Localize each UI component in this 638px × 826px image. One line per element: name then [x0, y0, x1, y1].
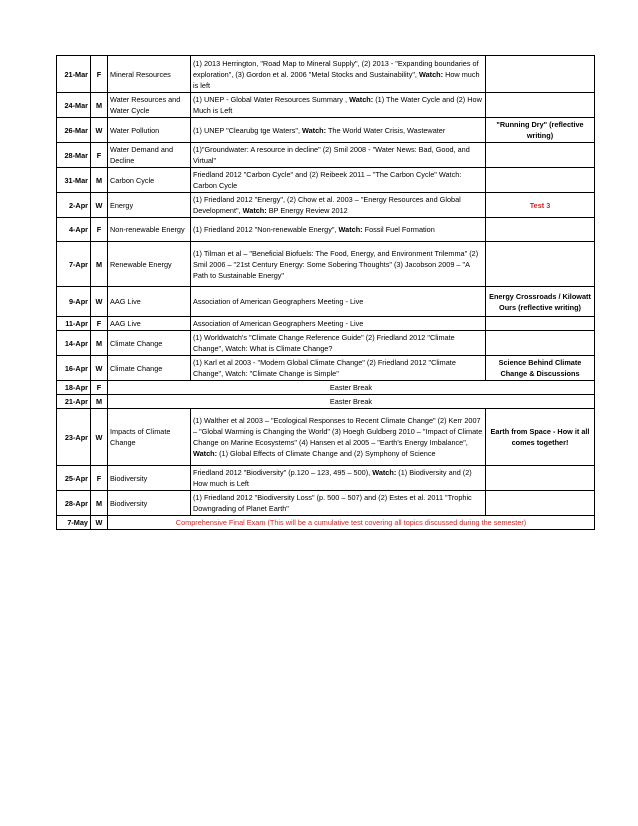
note-cell — [486, 56, 595, 93]
span-cell: Easter Break — [108, 395, 595, 409]
schedule-row — [57, 516, 595, 530]
day-cell: F — [91, 56, 108, 93]
reading-cell — [191, 331, 486, 356]
reading-cell — [191, 356, 486, 381]
day-cell: W — [91, 356, 108, 381]
day-cell: M — [91, 93, 108, 118]
topic-cell: Non-renewable Energy — [108, 218, 191, 242]
date-cell: 24-Mar — [57, 93, 91, 118]
reading-text: How much is left — [193, 69, 480, 90]
date-cell: 23-Apr — [57, 409, 91, 466]
schedule-row — [57, 242, 595, 287]
day-cell: M — [91, 331, 108, 356]
day-cell: W — [91, 409, 108, 466]
note-cell: Test 3 — [486, 193, 595, 218]
day-cell: M — [91, 395, 108, 409]
day-cell: F — [91, 143, 108, 168]
schedule-row — [57, 168, 595, 193]
date-cell: 4-Apr — [57, 218, 91, 242]
reading-text: (1) Worldwatch's "Climate Change Reference Guide" (2) Friedland 2012 "Climate Change", Watch: What is Climate Change? — [193, 333, 455, 353]
reading-text: Friedland 2012 "Carbon Cycle" and (2) Reibeek 2011 – "The Carbon Cycle" Watch: Carbon Cycle — [193, 170, 462, 190]
reading-text: The World Water Crisis, Wastewater — [326, 125, 446, 135]
date-cell: 7-May — [57, 516, 91, 530]
schedule-row — [57, 331, 595, 356]
note-cell — [486, 168, 595, 193]
topic-cell: Mineral Resources — [108, 56, 191, 93]
schedule-row — [57, 491, 595, 516]
watch-label: Watch: — [193, 449, 218, 458]
schedule-row — [57, 356, 595, 381]
reading-cell — [191, 56, 486, 93]
schedule-row — [57, 317, 595, 331]
schedule-row — [57, 118, 595, 143]
date-cell: 31-Mar — [57, 168, 91, 193]
topic-cell: Water Demand and Decline — [108, 143, 191, 168]
watch-label: Watch: — [302, 125, 327, 135]
day-cell: F — [91, 381, 108, 395]
note-cell — [486, 218, 595, 242]
reading-cell — [191, 409, 486, 466]
date-cell: 28-Mar — [57, 143, 91, 168]
note-cell: Science Behind Climate Change & Discussions — [486, 356, 595, 381]
topic-cell: AAG Live — [108, 287, 191, 317]
watch-label: Watch: — [372, 468, 397, 477]
reading-cell — [191, 168, 486, 193]
reading-text: (1) Tilman et al – "Beneficial Biofuels: The Food, Energy, and Environment Trilemma" (2) Smil 2006 – "21st Century Energy: Some Sobering Thoughts" (3) Jacobson 2009 – "A Path to Sustainable Energy" — [193, 248, 479, 280]
watch-label: Watch: — [242, 206, 267, 215]
day-cell: F — [91, 317, 108, 331]
note-cell — [486, 93, 595, 118]
reading-text: (1) Friedland 2012 "Biodiversity Loss" (p. 500 – 507) and (2) Estes et al. 2011 "Trophic Downgrading of Planet Earth" — [193, 493, 472, 513]
day-cell: F — [91, 218, 108, 242]
reading-text: (1) UNEP - Global Water Resources Summary , — [193, 95, 350, 104]
schedule-row — [57, 395, 595, 409]
reading-text: (1) Friedland 2012 "Energy", (2) Chow et al. 2003 – "Energy Resources and Global Development", — [193, 195, 461, 215]
day-cell: W — [91, 516, 108, 530]
topic-cell: Carbon Cycle — [108, 168, 191, 193]
topic-cell: Biodiversity — [108, 466, 191, 491]
date-cell: 28-Apr — [57, 491, 91, 516]
reading-cell — [191, 317, 486, 331]
span-cell: Easter Break — [108, 381, 595, 395]
reading-text: (1) Friedland 2012 "Non-renewable Energy", — [193, 225, 339, 234]
reading-text: Association of American Geographers Meeting - Live — [193, 319, 364, 328]
date-cell: 21-Apr — [57, 395, 91, 409]
schedule-row — [57, 193, 595, 218]
reading-cell — [191, 193, 486, 218]
note-cell: Energy Crossroads / Kilowatt Ours (reflective writing) — [486, 287, 595, 317]
watch-label: Watch: — [338, 225, 363, 234]
date-cell: 16-Apr — [57, 356, 91, 381]
date-cell: 18-Apr — [57, 381, 91, 395]
schedule-row — [57, 466, 595, 491]
date-cell: 7-Apr — [57, 242, 91, 287]
day-cell: W — [91, 193, 108, 218]
reading-cell — [191, 93, 486, 118]
reading-text: (1) Walther et al 2003 – "Ecological Responses to Recent Climate Change" (2) Kerr 2007 – "Global Warming is Changing the World" (3) Hoegh Guldberg 2010 – "Impact of Climate Change on Marine Ecosystems" (4) Hansen et al 2005 – "Earth's Energy Imbalance", — [193, 416, 483, 447]
day-cell: M — [91, 491, 108, 516]
day-cell: W — [91, 287, 108, 317]
topic-cell: Energy — [108, 193, 191, 218]
schedule-row — [57, 409, 595, 466]
day-cell: W — [91, 118, 108, 143]
schedule-row — [57, 218, 595, 242]
course-schedule-table — [56, 55, 595, 530]
day-cell: M — [91, 168, 108, 193]
reading-cell — [191, 218, 486, 242]
reading-text: (1) The Water Cycle and (2) How Much is Left — [193, 95, 482, 115]
schedule-row — [57, 93, 595, 118]
reading-text: Friedland 2012 "Biodiversity" (p.120 – 123, 495 – 500), — [193, 468, 373, 477]
date-cell: 21-Mar — [57, 56, 91, 93]
date-cell: 25-Apr — [57, 466, 91, 491]
reading-text: (1) UNEP "Clearubg tge Waters", — [193, 125, 302, 135]
note-cell — [486, 242, 595, 287]
date-cell: 9-Apr — [57, 287, 91, 317]
date-cell: 14-Apr — [57, 331, 91, 356]
reading-cell — [191, 118, 486, 143]
note-cell — [486, 466, 595, 491]
schedule-row — [57, 143, 595, 168]
day-cell: M — [91, 242, 108, 287]
topic-cell: Impacts of Climate Change — [108, 409, 191, 466]
reading-cell — [191, 242, 486, 287]
watch-label: Watch: — [349, 95, 374, 104]
reading-text: BP Energy Review 2012 — [266, 206, 348, 215]
day-cell: F — [91, 466, 108, 491]
date-cell: 26-Mar — [57, 118, 91, 143]
reading-text: (1) 2013 Herrington, "Road Map to Mineral Supply", (2) 2013 - "Expanding boundaries of exploration", (3) Gordon et al. 2006 "Metal Stocks and Sustainability", — [193, 58, 479, 79]
schedule-row — [57, 56, 595, 93]
reading-text: (1) Global Effects of Climate Change and (2) Symphony of Science — [217, 449, 436, 458]
topic-cell: Renewable Energy — [108, 242, 191, 287]
reading-text: (1) Biodiversity and (2) How much is Left — [193, 468, 472, 488]
note-cell — [486, 143, 595, 168]
topic-cell: Climate Change — [108, 331, 191, 356]
note-cell: Earth from Space - How it all comes together! — [486, 409, 595, 466]
span-cell: Comprehensive Final Exam (This will be a cumulative test covering all topics discussed during the semester) — [108, 516, 595, 530]
schedule-row — [57, 287, 595, 317]
reading-cell — [191, 287, 486, 317]
reading-text: (1)"Groundwater: A resource in decline" (2) Smil 2008 - "Water News: Bad, Good, and Virtual" — [193, 145, 470, 165]
topic-cell: Water Pollution — [108, 118, 191, 143]
reading-cell — [191, 466, 486, 491]
note-cell — [486, 317, 595, 331]
topic-cell: Water Resources and Water Cycle — [108, 93, 191, 118]
reading-cell — [191, 491, 486, 516]
reading-text: (1) Karl et al 2003 - "Modern Global Climate Change" (2) Friedland 2012 "Climate Change", Watch: "Climate Change is Simple" — [193, 358, 456, 378]
schedule-body — [57, 56, 595, 530]
topic-cell: AAG Live — [108, 317, 191, 331]
date-cell: 11-Apr — [57, 317, 91, 331]
note-cell — [486, 491, 595, 516]
date-cell: 2-Apr — [57, 193, 91, 218]
reading-text: Fossil Fuel Formation — [362, 225, 435, 234]
watch-label: Watch: — [419, 69, 444, 79]
topic-cell: Biodiversity — [108, 491, 191, 516]
schedule-row — [57, 381, 595, 395]
note-cell: "Running Dry" (reflective writing) — [486, 118, 595, 143]
note-cell — [486, 331, 595, 356]
reading-text: Association of American Geographers Meeting - Live — [193, 297, 364, 306]
reading-cell — [191, 143, 486, 168]
topic-cell: Climate Change — [108, 356, 191, 381]
